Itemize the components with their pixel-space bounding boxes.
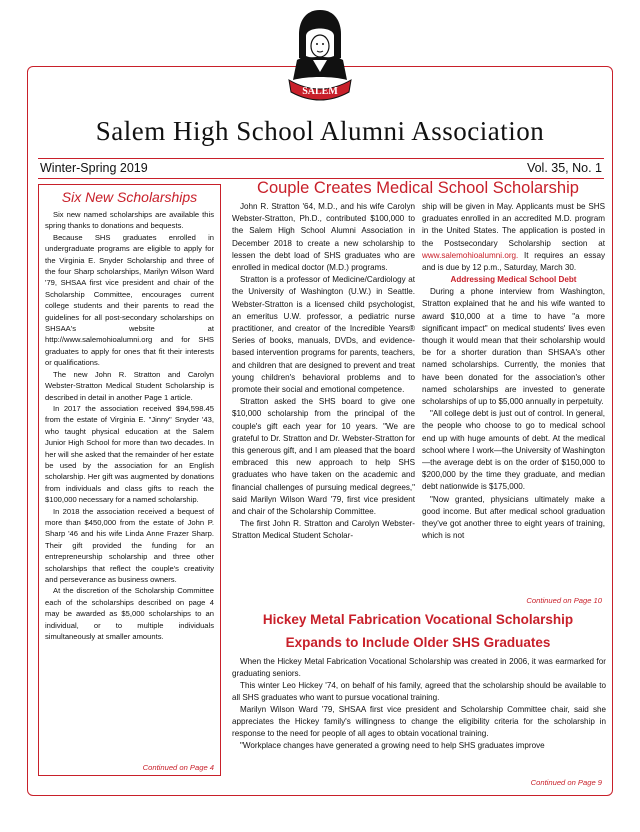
article-paragraph: "Now granted, physicians ultimately make a good income. But after medical school graduation they've got another three to eight years of training, which is not [422, 494, 605, 541]
article-subhead: Addressing Medical School Debt [450, 275, 577, 285]
sidebar-paragraph: The new John R. Stratton and Carolyn Webster-Stratton Medical Student Scholarship is described in detail in another Page 1 article. [45, 369, 214, 402]
article-text: ship will be given in May. Applicants must be SHS graduates enrolled in an accredited M.D. program in the United States. The application is posted in the Postsecondary Scholarship section at [422, 202, 605, 248]
article-paragraph: This winter Leo Hickey '74, on behalf of his family, agreed that the scholarship should be available to all SHS graduates who want to pursue vocational training. [232, 681, 606, 702]
sidebar-title: Six New Scholarships [61, 189, 198, 205]
article-paragraph: Marilyn Wilson Ward '79, SHSAA first vice president and Scholarship Committee chair, said she appreciates the Hickey family's willingness to change the eligibility criteria for the scholarship in response to the need for people of all ages to obtain vocational training. [232, 705, 606, 738]
hickey-headline-line-1: Hickey Metal Fabrication Vocational Scholarship [262, 612, 574, 627]
sidebar-paragraph: In 2017 the association received $94,598.45 from the estate of Virginia E. "Jinny" Snyder '43, who taught physical education at the Salem Junior High School for more than two decades. In her will she asked that the remainder of her estate be used by the association for an English scholarship. Her gift was augmented by donations from individuals and class gifts to reach the $100,000 necessary for a named scholarship. [45, 403, 214, 505]
article-paragraph: When the Hickey Metal Fabrication Vocational Scholarship was created in 2006, it was earmarked for graduating seniors. [232, 657, 606, 678]
issue-volume: Vol. 35, No. 1 [526, 161, 602, 175]
article-paragraph: During a phone interview from Washington, Stratton explained that he and his wife wanted to award $10,000 at a time to have "a more significant impact" on medical students' lives even though it would mean that their scholarship would be for a shorter duration than SHSAA's other named scholarships. Currently, the monies that have been donated for the association's other named scholarships are invested to generate scholarships of up to $5,000 annually in perpetuity. [422, 287, 605, 407]
masthead-title: Salem High School Alumni Association [95, 116, 545, 146]
hickey-article-headline [222, 608, 614, 654]
salem-quaker-logo [283, 6, 357, 106]
main-article-column-1 [232, 201, 415, 543]
article-paragraph: "All college debt is just out of control. In general, the people who choose to go to medical school end up with huge amounts of debt. At the medical school where I work—the University of Washington—the average debt is on the order of $150,000 to $200,000 by the time they graduate, and median debt nationwide is $175,000. [422, 409, 605, 492]
article-paragraph: Stratton is a professor of Medicine/Cardiology at the University of Washington (U.W.) in Seattle. Webster-Stratton is a licensed child psychologist, an emeritus U.W. professor, a pediatric nurse practitioner, and creator of the Incredible Years® Series of books, manuals, DVDs, and evidence-based intervention programs for parents, teachers, and children that are designed to prevent and treat young children's behavioral problems and to promote their social and emotional competence. [232, 275, 415, 395]
hickey-continued-link[interactable]: Continued on Page 9 [530, 778, 602, 787]
logo-banner-text: SALEM [302, 86, 338, 97]
sidebar-paragraph: At the discretion of the Scholarship Committee each of the scholarships described on page 4 may be awarded as $5,000 scholarships to an individual, or to multiple individuals simultaneously at smaller amounts. [45, 586, 214, 642]
hickey-article-body [232, 656, 606, 752]
article-text: It requires an essay and is due by 12 p.m., Saturday, March 30. [422, 250, 605, 273]
main-article-column-2 [422, 201, 605, 542]
issue-season: Winter-Spring 2019 [40, 161, 148, 175]
sidebar-paragraph: In 2018 the association received a bequest of more than $450,000 from the estate of John P. Sharp '46 and his wife Linda Anne Frazer Sharp. Their gift provided the funding for an entrepreneurship scholarship and three other scholarships that reflect the couple's creativity and perseverance as business owners. [45, 506, 214, 584]
main-article-headline: Couple Creates Medical School Scholarship [257, 179, 579, 197]
article-paragraph: The first John R. Stratton and Carolyn Webster-Stratton Medical Student Scholar- [232, 519, 415, 541]
article-paragraph: Stratton asked the SHS board to give one $10,000 scholarship from the principal of the couple's gift each year for 10 years. "We are grateful to Dr. Stratton and Dr. Webster-Stratton for this generous gift, and I am pleased that the board embraced this new approach to help SHS graduates who have taken on the academic and financial challenges of pursuing medical degrees," said Marilyn Wilson Ward '79, first vice president and chair of the Scholarship Committee. [232, 397, 415, 517]
sidebar-paragraph: Because SHS graduates enrolled in undergraduate programs are eligible to apply for the Virginia E. Snyder Scholarship and three of the four Sharp scholarships, Marilyn Wilson Ward '79, SHSAA first vice president and chair of the Scholarship Committee, encourages current college students and their parents to read the guidelines for all post-secondary scholarships on SHSAA's website at http://www.salemohioalumni.org and for SHS graduates to apply for ones that fit their interests or qualifications. [45, 232, 214, 368]
sidebar-scholarships-box [38, 184, 221, 776]
sidebar-continued-link[interactable]: Continued on Page 4 [142, 763, 214, 772]
alumni-website-link[interactable]: www.salemohioalumni.org. [422, 250, 519, 260]
hickey-headline-line-2: Expands to Include Older SHS Graduates [285, 635, 551, 650]
sidebar-paragraph: Six new named scholarships are available this spring thanks to donations and bequests. [45, 210, 214, 231]
article-paragraph [422, 201, 605, 274]
top-rule [38, 158, 604, 159]
article-paragraph: "Workplace changes have generated a growing need to help SHS graduates improve [240, 741, 545, 750]
main-article-continued-link[interactable]: Continued on Page 10 [526, 596, 602, 605]
article-paragraph: John R. Stratton '64, M.D., and his wife Carolyn Webster-Stratton, Ph.D., contributed $100,000 to the Salem High School Alumni Association in December 2018 to create a new scholarship to lessen the debt load of SHS graduates who are enrolled in medical doctor (M.D.) programs. [232, 202, 415, 273]
